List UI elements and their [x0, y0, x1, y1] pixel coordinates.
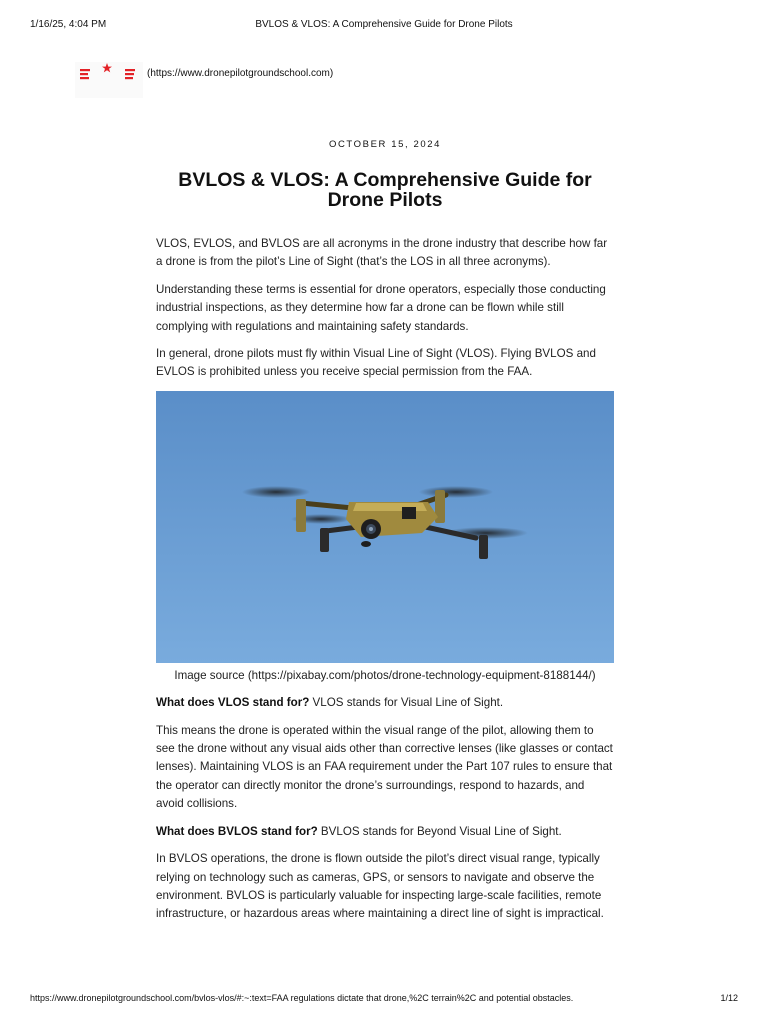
print-page-number: 1/12 — [720, 993, 738, 1003]
print-page-title: BVLOS & VLOS: A Comprehensive Guide for Drone Pilots — [255, 19, 513, 30]
site-header — [75, 62, 475, 98]
print-header — [30, 19, 738, 33]
article-paragraph: This means the drone is operated within the visual range of the pilot, allowing them to see the drone without any visual aids other than corrective lenses (like glasses or contact lenses). Maintaining VLOS is an FAA requirement under the Part 107 rules to ensure that the operator can directly monitor the drone’s surroundings, respond to hazards, and avoid collisions. — [156, 723, 613, 811]
article-paragraph: In BVLOS operations, the drone is flown outside the pilot’s direct visual range, typically relying on technology such as cameras, GPS, or sensors to navigate and observe the environment. BVLOS is particularly valuable for inspecting large-scale facilities, remote infrastructure, or hazardous areas where maintaining a direct line of sight is impractical. — [156, 852, 604, 921]
drone-image — [156, 391, 614, 663]
article-title: BVLOS & VLOS: A Comprehensive Guide for Drone Pilots — [178, 169, 592, 211]
article-body — [156, 235, 614, 933]
vlos-question: What does VLOS stand for? — [156, 696, 310, 710]
print-footer-url: https://www.dronepilotgroundschool.com/bvlos-vlos/#:~:text=FAA regulations dictate that drone,%2C terrain%2C and potential obstacles. — [30, 993, 574, 1003]
vlos-definition — [156, 694, 614, 712]
article-paragraph: In general, drone pilots must fly within Visual Line of Sight (VLOS). Flying BVLOS and EVLOS is prohibited unless you receive special permission from the FAA. — [156, 347, 596, 379]
image-caption — [156, 667, 614, 685]
bvlos-answer: BVLOS stands for Beyond Visual Line of Sight. — [320, 824, 562, 838]
article-date: OCTOBER 15, 2024 — [328, 139, 442, 150]
article-paragraph: VLOS, EVLOS, and BVLOS are all acronyms in the drone industry that describe how far a drone is from the pilot’s Line of Sight (that’s the LOS in all three acronyms). — [156, 237, 608, 269]
site-url-link[interactable]: (https://www.dronepilotgroundschool.com) — [147, 68, 334, 79]
site-logo[interactable] — [75, 62, 143, 98]
bvlos-question: What does BVLOS stand for? — [156, 824, 318, 838]
bvlos-definition — [156, 823, 614, 841]
image-caption-text[interactable]: Image source (https://pixabay.com/photos/drone-technology-equipment-8188144/) — [174, 668, 596, 682]
print-footer — [30, 993, 738, 1007]
article-paragraph: Understanding these terms is essential for drone operators, especially those conducting industrial inspections, as they determine how far a drone can be flown while still complying with regulations and maintaining safety standards. — [156, 282, 606, 333]
vlos-answer: VLOS stands for Visual Line of Sight. — [312, 696, 504, 710]
print-timestamp: 1/16/25, 4:04 PM — [30, 19, 107, 30]
